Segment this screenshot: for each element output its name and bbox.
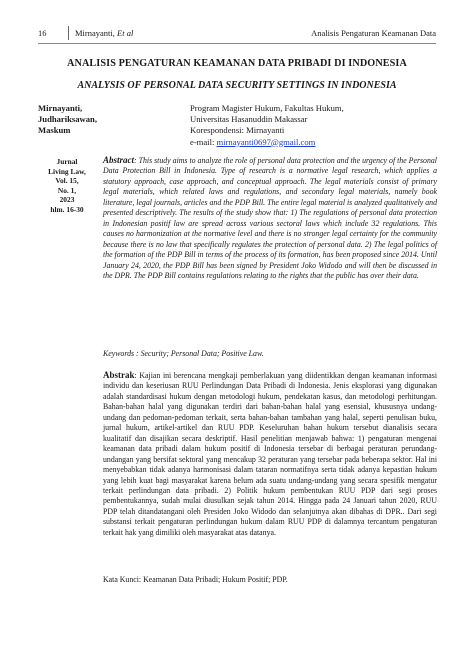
affiliation-line: Korespondensi: Mirnayanti (190, 125, 285, 136)
journal-info-line: 2023 (59, 195, 75, 205)
author-name: Judhariksawan, (38, 114, 97, 125)
abstract-label: Abstract (103, 155, 135, 165)
running-header (38, 26, 436, 40)
email-line (190, 137, 440, 148)
keywords-indonesian: Kata Kunci: Keamanan Data Pribadi; Hukum Positif; PDP. (103, 575, 288, 584)
affiliation-line: Program Magister Hukum, Fakultas Hukum, (190, 103, 344, 113)
journal-info-line: Living Law, (48, 166, 86, 176)
author-list (38, 103, 168, 137)
affiliation-line: Universitas Hasanuddin Makassar (190, 114, 308, 125)
journal-info-line: hlm. 16-30 (50, 204, 84, 214)
author-name: Maskum (38, 125, 71, 136)
abstrak-label: Abstrak (103, 370, 135, 380)
header-divider (68, 26, 69, 40)
email-link[interactable]: mirnayanti0697@gmail.com (216, 136, 316, 147)
journal-info-line: Vol. 15, (55, 176, 79, 186)
journal-info-line: Jurnal (56, 157, 78, 166)
article-subtitle: ANALYSIS OF PERSONAL DATA SECURITY SETTINGS IN INDONESIA (77, 80, 397, 91)
abstrak-body: : Kajian ini berencana mengkaji pemberlakuan yang diidentikkan dengan keamanan informasi individu dan keseriusan RUU Perlindungan Data Pribadi di Indonesia. Jenis eksplorasi yang digunakan adalah standardisasi hukum dengan metodologi hukum, pendekatan kasus, dan metodologi perhitungan. Bahan-bahan halal yang digunakan terdiri dari bahan-bahan halal yang esensial, khususnya undang-undang dan pedoman-pedoman terkait, serta bahan-bahan tambahan yang halal, seperti penulisan buku, jurnal hukum, artikel-artikel dan RUU PDP. Keseluruhan bahan hukum tersebut dianalisis secara kualitatif dan disajikan secara deskriptif. Hasil penelitian menjawab bahwa: 1) pengaturan mengenai keamanan data pribadi dalam hukum positif di Indonesia tersebar di berbagai peraturan perundang-undangan yang bersifat sektoral yang mencakup 32 peraturan yang tersebar pada beberapa sektor. Hal ini menyebabkan tidak adanya harmonisasi dalam tataran normatifnya serta tidak adanya kepastian hukum yang lebih kuat bagi masyarakat karena belum ada suatu undang-undang yang secara spesifik mengatur terkait perlindungan data pribadi. 2) Politik hukum pembentukan RUU PDP dari segi proses pembentukannya, sudah mulai diusulkan sejak tahun 2014. Hingga pada 24 Januari tahun 2020, RUU PDP telah ditandatangani oleh Presiden Joko Widodo dan selanjutnya akan dibahas di DPR.. Dari segi substansi terkait pengaturan perlindungan hukum dalam RUU PDP di dalamnya tercantum pengaturan terkait hak yang dimiliki oleh masyarakat atas datanya. (103, 371, 437, 537)
abstract-indonesian (103, 370, 437, 538)
header-rule (38, 43, 436, 44)
abstract-english (103, 155, 437, 281)
journal-info-line: No. 1, (57, 185, 77, 195)
author-name: Mirnayanti, (38, 103, 83, 113)
page-number: 16 (38, 28, 47, 38)
running-title: Analisis Pengaturan Keamanan Data (311, 28, 436, 38)
running-author (75, 28, 311, 38)
email-label: e-mail: (190, 136, 217, 147)
keywords-english: Keywords : Security; Personal Data; Positive Law. (103, 349, 264, 358)
affiliation-block (190, 103, 440, 148)
journal-info (38, 157, 96, 215)
running-author-name: Mirnayanti, (75, 28, 118, 38)
running-author-etal: Et al (117, 28, 134, 38)
abstract-body: : This study aims to analyze the role of personal data protection and the urgency of the Personal Data Protection Bill in Indonesia. Type of research is a normative legal research, which applies a statutory approach, case approach, and conceptual approach. The legal materials consist of primary legal materials, which related laws and regulations, and secondary legal materials, namely book literature, legal journals, articles and the PDP Bill. The entire legal material is analyzed qualitatively and presented descriptively. The results of the study show that: 1) The regulations of personal data protection in Indonesian positif law are spread across various sectoral laws which include 32 regulations. This causes no harmonization at the normative level and there is no stronger legal certainty for the community because there is no law that specifically regulates the protection of personal data. 2) The legal politics of the formation of the PDP Bill in terms of the process of its formation, has been proposed since 2014. Until January 24, 2020, the PDP Bill has been signed by President Joko Widodo and will then be discussed in the DPR. The PDP Bill contains regulations relating to the rights that the public has over their data. (103, 156, 437, 280)
article-title: ANALISIS PENGATURAN KEAMANAN DATA PRIBADI DI INDONESIA (67, 58, 407, 69)
